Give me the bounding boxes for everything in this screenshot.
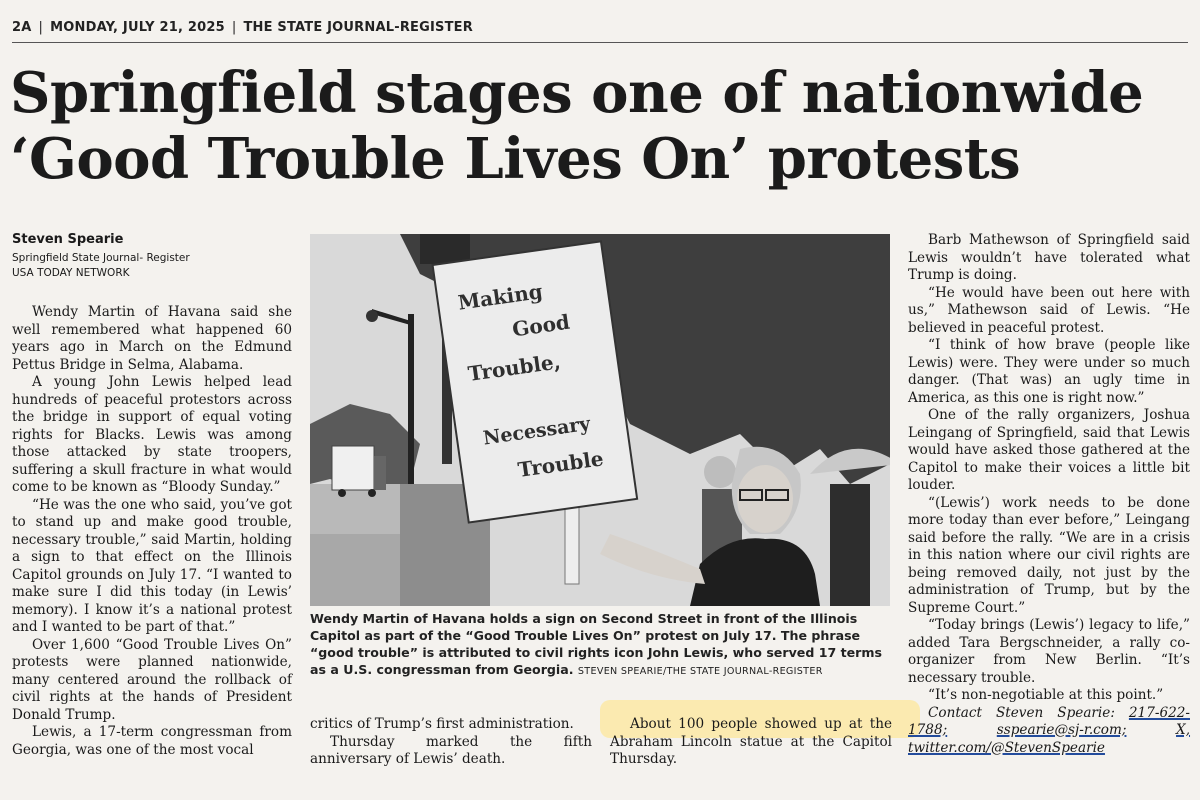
paragraph: One of the rally organizers, Joshua Leingang of Springfield, said that Lewis would have asked those gathered at the Capitol to make their voices a little bit louder. xyxy=(908,407,1190,493)
contact-email-link[interactable]: sspearie@sj-r.com; xyxy=(996,722,1127,738)
article-column-3 xyxy=(610,716,892,769)
paragraph: Thursday marked the fifth anniversary of Lewis’ death. xyxy=(310,733,592,767)
folio-rule xyxy=(12,42,1188,43)
article-column-4 xyxy=(908,232,1190,757)
paragraph: critics of Trump’s first administration. xyxy=(310,716,574,732)
protest-sign xyxy=(433,241,638,522)
paragraph: “Today brings (Lewis’) legacy to life,” added Tara Bergschneider, a rally co-organizer from New Berlin. “It’s necessary trouble. xyxy=(908,617,1190,686)
article-column-1 xyxy=(12,304,292,759)
sign-pole xyxy=(565,504,579,584)
contact-line xyxy=(908,705,1190,758)
paragraph: “It’s non-negotiable at this point.” xyxy=(928,687,1164,703)
paragraph: “He would have been out here with us,” Mathewson said of Lewis. “He believed in peaceful protest. xyxy=(908,284,1190,336)
contact-prefix: Contact Steven Spearie: xyxy=(928,704,1115,721)
article-column-2 xyxy=(310,716,592,769)
sign-text-2: Good xyxy=(510,309,572,342)
paragraph: Lewis, a 17-term congressman from Georgia, was one of the most vocal xyxy=(12,724,292,758)
protest-photo xyxy=(310,234,890,606)
paragraph: A young John Lewis helped lead hundreds of peaceful protestors across the bridge in support of equal voting rights for Blacks. Lewis was among those attacked by state troopers, suffering a skull fracture in what would come to be known as “Bloody Sunday.” xyxy=(12,374,292,495)
byline xyxy=(12,232,190,279)
sign-text-1: Making xyxy=(456,279,545,315)
sign-text-5: Trouble xyxy=(516,446,605,483)
sidewalk xyxy=(310,534,400,606)
paragraph: Wendy Martin of Havana said she well remembered what happened 60 years ago in March on the Edmund Pettus Bridge in Selma, Alabama. xyxy=(12,304,292,373)
headline xyxy=(10,60,1190,192)
paragraph: “I think of how brave (people like Lewis) were. They were under so much danger. (That was) an ugly time in America, as this one is right now.” xyxy=(908,337,1190,406)
paragraph: “(Lewis’) work needs to be done more today than ever before,” Leingang said before the rally. “We are in a crisis in this nation where our civil rights are being removed daily, not just by the administration of Trump, but by the Supreme Court.” xyxy=(908,494,1190,616)
truck xyxy=(332,446,374,490)
paragraph: “He was the one who said, you’ve got to stand up and make good trouble, necessary trouble,” said Martin, holding a sign to that effect on the Illinois Capitol grounds on July 17. “I wanted to make sure I did this today (in Lewis’ memory). I know it’s a national protest and I wanted to be part of that.” xyxy=(12,496,292,635)
byline-name: Steven Spearie xyxy=(12,232,124,247)
contact-phone[interactable]: 217-622-1788; xyxy=(908,704,1190,738)
issue-date: MONDAY, JULY 21, 2025 xyxy=(50,20,225,35)
second-person xyxy=(704,456,736,488)
folio-line: 2A | MONDAY, JULY 21, 2025 | THE STATE JOURNAL-REGISTER xyxy=(12,20,473,35)
byline-network: USA TODAY NETWORK xyxy=(12,267,130,279)
photo-credit: STEVEN SPEARIE/THE STATE JOURNAL-REGISTER xyxy=(577,666,823,677)
headline-line-1: Springfield stages one of nationwide xyxy=(10,60,1144,126)
page-number: 2A xyxy=(12,20,32,35)
sign-text-3: Trouble, xyxy=(466,349,563,387)
paragraph: Barb Mathewson of Springfield said Lewis wouldn’t have tolerated what Trump is doing. xyxy=(908,232,1190,283)
sign-text-4: Necessary xyxy=(481,412,592,450)
headline-line-2: ‘Good Trouble Lives On’ protests xyxy=(10,126,1021,192)
paper-name: THE STATE JOURNAL-REGISTER xyxy=(243,20,473,35)
paragraph-highlighted: About 100 people showed up at the Abraham Lincoln statue at the Capitol Thursday. xyxy=(610,716,892,767)
photo-caption xyxy=(310,610,892,680)
paragraph: Over 1,600 “Good Trouble Lives On” protests were planned nationwide, many centered around the rollback of civil rights at the hands of President Donald Trump. xyxy=(12,636,292,723)
caption-text: Wendy Martin of Havana holds a sign on Second Street in front of the Illinois Capitol as part of the “Good Trouble Lives On” protest on July 17. The phrase “good trouble” is attributed to civil rights icon John Lewis, who served 17 terms as a U.S. congressman from Georgia. xyxy=(310,611,883,677)
contact-social-link[interactable]: X, twitter.com/@StevenSpearie xyxy=(908,722,1191,756)
byline-affiliation: Springfield State Journal- Register xyxy=(12,252,190,264)
